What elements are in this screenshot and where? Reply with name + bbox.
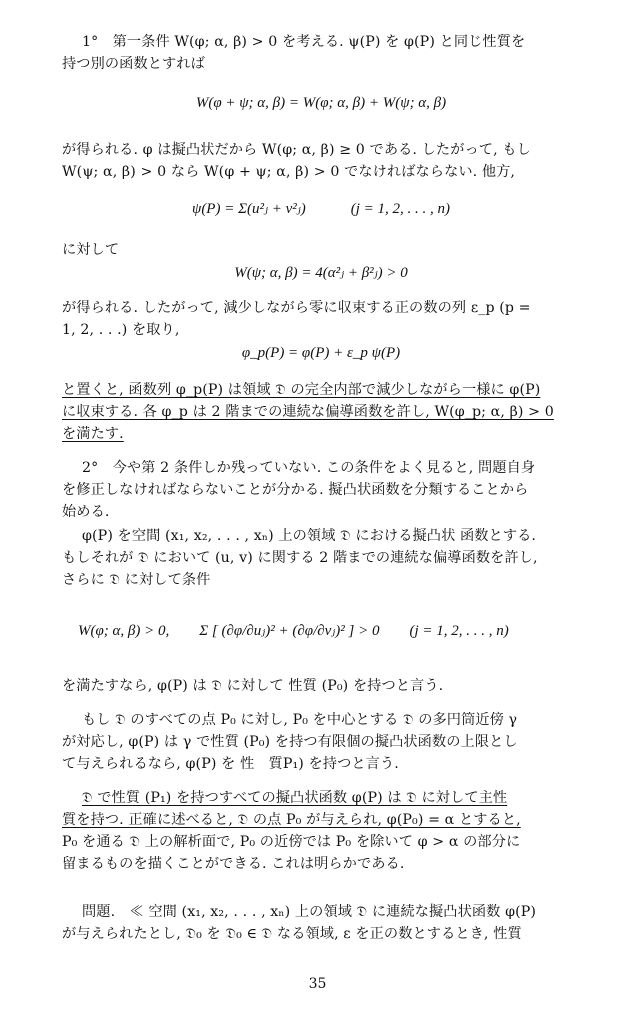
text-line: 留まるものを描くことができる. これは明らかである. [62, 856, 405, 872]
text-line: さらに 𝔇 に対して条件 [62, 572, 211, 588]
text-line: 𝔇 で性質 (P₁) を持つすべての擬凸状函数 φ(P) は 𝔇 に対して主性 [82, 790, 508, 806]
text-line: と置くと, 函数列 φ_p(P) は領域 𝔇 の完全内部で減少しながら一様に φ(P) [62, 382, 541, 398]
text-line: もし 𝔇 のすべての点 P₀ に対し, P₀ を中心とする 𝔇 の多円筒近傍 γ [82, 712, 518, 728]
text-line: が与えられたとし, 𝔇₀ を 𝔇₀ ∈ 𝔇 なる領域, ε を正の数とするとき, 性質 [62, 926, 522, 942]
text-line: を修正しなければならないことが分かる. 擬凸状函数を分類することから [62, 482, 529, 498]
text-line: P₀ を通る 𝔇 上の解析面で, P₀ の近傍では P₀ を除いて φ > α の部分に [62, 834, 521, 850]
text-line: が対応し, φ(P) は γ で性質 (P₀) を持つ有限個の擬凸状函数の上限とし [62, 734, 518, 750]
display-equation: ψ(P) = Σ(u²ⱼ + v²ⱼ) (j = 1, 2, . . . , n) [192, 201, 450, 217]
page-number: 35 [308, 976, 327, 992]
display-equation: W(φ + ψ; α, β) = W(φ; α, β) + W(ψ; α, β) [195, 95, 447, 111]
text-line: が得られる. したがって, 減少しながら零に収束する正の数の列 ε_p (p = [62, 300, 531, 316]
text-line: を満たす. [62, 426, 124, 442]
text-line: 2° 今や第 2 条件しか残っていない. この条件をよく見ると, 問題自身 [82, 460, 536, 476]
text-line: もしそれが 𝔇 において (u, v) に関する 2 階までの連続な偏導函数を許し, [62, 550, 538, 566]
text-line: 始める. [62, 504, 110, 520]
display-equation: W(ψ; α, β) = 4(α²ⱼ + β²ⱼ) > 0 [234, 265, 408, 281]
text-line: 問題. ≪ 空間 (x₁, x₂, . . . , xₙ) 上の領域 𝔇 に連続な擬凸状函数 φ(P) [82, 904, 537, 920]
display-equation: W(φ; α, β) > 0, Σ [ (∂φ/∂uⱼ)² + (∂φ/∂vⱼ)² ] > 0 (j = 1, 2, . . . , n) [78, 623, 509, 639]
text-line: 持つ別の函数とすれば [62, 56, 205, 72]
text-line: W(ψ; α, β) > 0 なら W(φ + ψ; α, β) > 0 でなければならない. 他方, [62, 164, 516, 180]
text-line: に収束する. 各 φ_p は 2 階までの連続な偏導函数を許し, W(φ_p; α, β) > 0 [62, 404, 554, 420]
display-equation: φ_p(P) = φ(P) + ε_p ψ(P) [241, 345, 401, 361]
text-line: φ(P) を空間 (x₁, x₂, . . . , xₙ) 上の領域 𝔇 における擬凸状 函数とする. [82, 528, 537, 544]
text-line: 1° 第一条件 W(φ; α, β) > 0 を考える. ψ(P) を φ(P) と同じ性質を [82, 34, 526, 50]
text-line: 質を持つ. 正確に述べると, 𝔇 の点 P₀ が与えられ, φ(P₀) = α とすると, [62, 812, 521, 828]
text-line: に対して [62, 242, 120, 258]
text-line: 1, 2, . . .) を取り, [62, 322, 180, 338]
text-line: を満たすなら, φ(P) は 𝔇 に対して 性質 (P₀) を持つと言う. [62, 678, 444, 694]
text-line: が得られる. φ は擬凸状だから W(φ; α, β) ≥ 0 である. したがって, もし [62, 142, 531, 158]
text-line: て与えられるなら, φ(P) を 性 質P₁) を持つと言う. [62, 756, 399, 772]
